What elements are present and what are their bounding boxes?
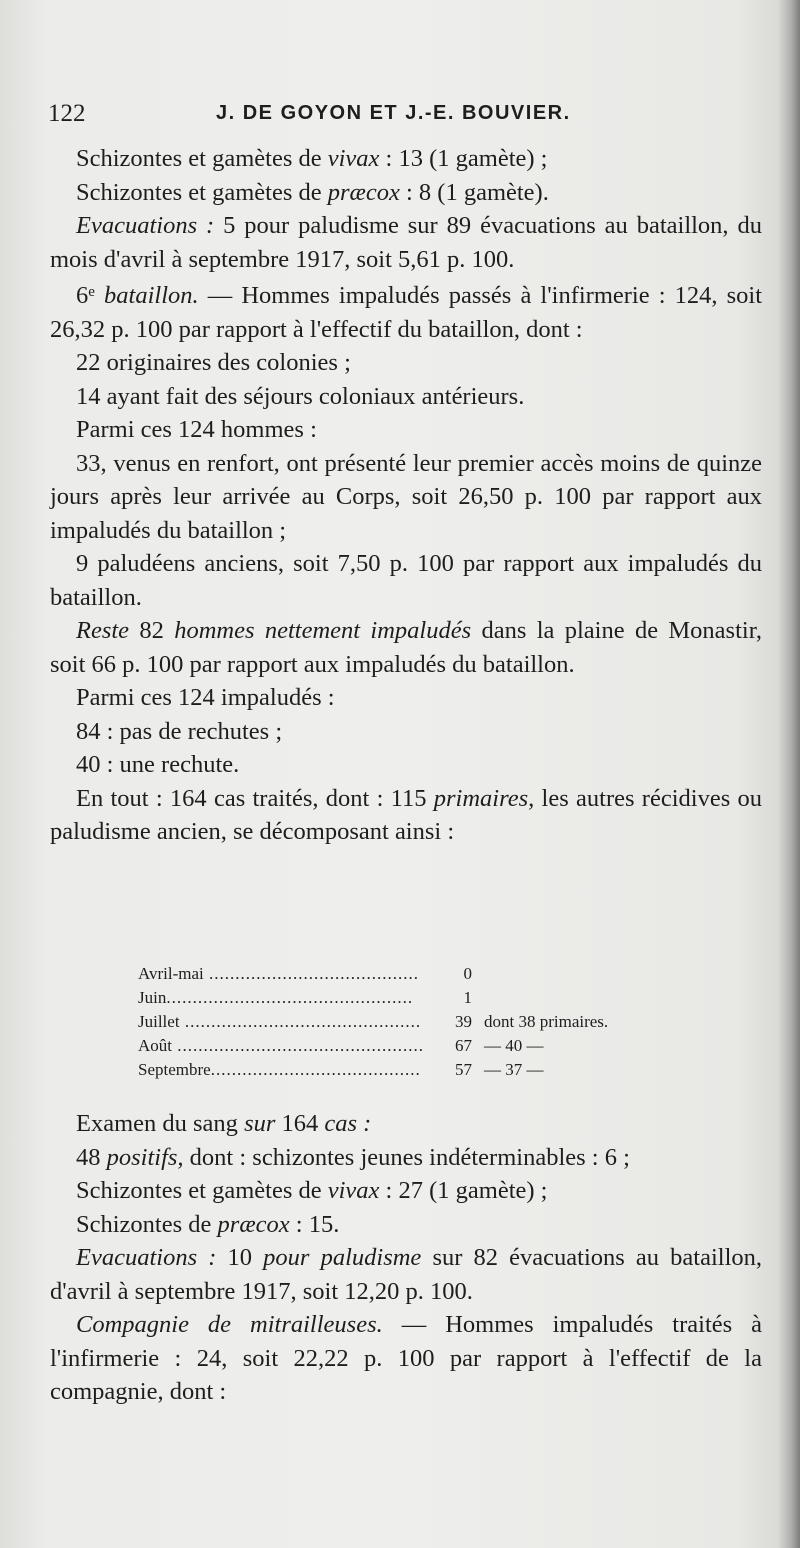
page-header — [48, 100, 748, 130]
leader-dots: ........................................ — [203, 964, 420, 983]
paragraph — [50, 614, 762, 681]
page-number: 122 — [48, 100, 86, 127]
text-run: Schizontes et gamètes de — [76, 178, 328, 206]
page-spine-shadow — [778, 0, 800, 1548]
text-run: : 27 (1 gamète) ; — [379, 1177, 548, 1204]
paragraph — [50, 209, 762, 276]
row-count: 1 — [463, 988, 472, 1007]
text-run-italic: sur — [244, 1110, 276, 1137]
row-label — [138, 986, 428, 1010]
paragraph — [50, 1208, 762, 1242]
text-run-italic: Compagnie de mitrailleuses. — [76, 1311, 383, 1338]
text-run: 82 — [129, 617, 175, 644]
text-run: Examen du sang — [76, 1110, 245, 1137]
text-run: : 15. — [289, 1210, 340, 1238]
text-run-italic: Evacuations : — [76, 212, 215, 239]
text-run: dans la plaine de Monastir, soit 66 p. 100 par rapport aux impaludés du bataillon. — [50, 617, 763, 678]
text-run: dont : schizontes jeunes indéterminables : 6 ; — [183, 1143, 630, 1171]
main-text-top — [50, 142, 762, 849]
text-run-italic: hommes nettement impaludés — [174, 617, 472, 644]
leader-dots: ............................................... — [172, 1036, 424, 1055]
row-label — [138, 1034, 428, 1058]
text-run: Schizontes de — [76, 1210, 218, 1238]
paragraph — [50, 176, 762, 210]
paragraph: Parmi ces 124 impaludés : — [76, 684, 335, 711]
paragraph — [50, 142, 762, 176]
text-run: En tout : 164 cas traités, dont : 115 — [76, 784, 434, 812]
month-name: Juillet — [138, 1012, 180, 1031]
running-head: J. DE GOYON ET J.-E. BOUVIER. — [216, 102, 571, 124]
text-run-italic: bataillon. — [94, 282, 199, 309]
month-name: Juin — [138, 988, 167, 1007]
paragraph: Parmi ces 124 hommes : — [76, 416, 317, 443]
row-count: 57 — [455, 1060, 472, 1079]
row-count: 0 — [463, 964, 472, 983]
text-run: 5 pour paludisme sur 89 évacuations au bataillon, du mois d'avril à septembre 1917, soit 5,61 p. 100. — [50, 212, 762, 273]
table-row — [138, 962, 698, 986]
month-name: Avril-mai — [138, 964, 204, 983]
main-text-bottom — [50, 1107, 762, 1409]
text-run: 48 — [76, 1143, 107, 1171]
text-run-italic: primaires, — [433, 784, 535, 812]
paragraph — [50, 1174, 762, 1208]
row-detail: dont 38 primaires. — [484, 1012, 609, 1031]
table-row — [138, 1058, 698, 1082]
paragraph: 14 ayant fait des séjours coloniaux antérieurs. — [76, 382, 525, 410]
text-run: 164 — [275, 1110, 325, 1137]
leader-dots: ............................................... — [166, 988, 414, 1007]
text-run-italic: cas : — [324, 1110, 372, 1137]
text-run: : 13 (1 gamète) ; — [379, 145, 548, 172]
text-run-italic: præcox — [217, 1210, 290, 1238]
text-run-italic: vivax — [327, 145, 380, 172]
month-name: Août — [138, 1036, 172, 1055]
text-run: 10 — [216, 1244, 264, 1271]
row-label — [138, 1058, 428, 1082]
text-run: les autres récidives ou paludisme ancien, se décomposant ainsi : — [50, 784, 762, 845]
text-run: 6 — [76, 282, 89, 309]
paragraph: 9 paludéens anciens, soit 7,50 p. 100 par rapport aux impaludés du bataillon. — [50, 550, 762, 611]
text-run-italic: pour paludisme — [263, 1244, 422, 1271]
paragraph: 33, venus en renfort, ont présenté leur premier accès moins de quinze jours après leur arrivée au Corps, soit 26,50 p. 100 par rapport aux impaludés du bataillon ; — [50, 449, 762, 544]
paragraph — [50, 1241, 762, 1308]
text-run-italic: positifs, — [106, 1143, 184, 1171]
paragraph — [50, 1141, 762, 1175]
paragraph: 22 originaires des colonies ; — [76, 349, 351, 376]
month-name: Septembre — [138, 1060, 211, 1079]
text-run-italic: Reste — [76, 617, 130, 644]
paragraph — [50, 276, 762, 346]
superscript: e — [88, 284, 95, 300]
text-run: Schizontes et gamètes de — [76, 1177, 328, 1204]
leader-dots: ........................................ — [210, 1060, 421, 1079]
row-detail: — 37 — — [484, 1060, 544, 1079]
table-row — [138, 1034, 698, 1058]
leader-dots: ............................................. — [179, 1012, 422, 1031]
paragraph: 40 : une rechute. — [76, 751, 240, 778]
text-run: — Hommes impaludés traités à l'infirmerie : 24, soit 22,22 p. 100 par rapport à l'effectif de la compagnie, dont : — [50, 1311, 763, 1405]
table-row — [138, 986, 698, 1010]
text-run: — Hommes impaludés passés à l'infirmerie : 124, soit 26,32 p. 100 par rapport à l'effectif du bataillon, dont : — [50, 282, 762, 343]
table-row — [138, 1010, 698, 1034]
text-run: : 8 (1 gamète). — [399, 178, 549, 206]
row-count: 39 — [455, 1012, 472, 1031]
row-label — [138, 1010, 428, 1034]
row-detail: — 40 — — [484, 1036, 544, 1055]
paragraph — [50, 1308, 762, 1409]
row-label — [138, 962, 428, 986]
monthly-cases-table — [138, 962, 698, 1082]
paragraph — [50, 782, 762, 849]
paragraph — [50, 1107, 762, 1141]
paragraph: 84 : pas de rechutes ; — [76, 717, 283, 745]
text-run-italic: Evacuations : — [76, 1244, 217, 1271]
row-count: 67 — [455, 1036, 472, 1055]
text-run-italic: præcox — [327, 178, 400, 206]
text-run-italic: vivax — [327, 1177, 380, 1204]
text-run: Schizontes et gamètes de — [76, 145, 328, 172]
text-run: sur 82 évacuations au bataillon, d'avril à septembre 1917, soit 12,20 p. 100. — [50, 1244, 763, 1305]
